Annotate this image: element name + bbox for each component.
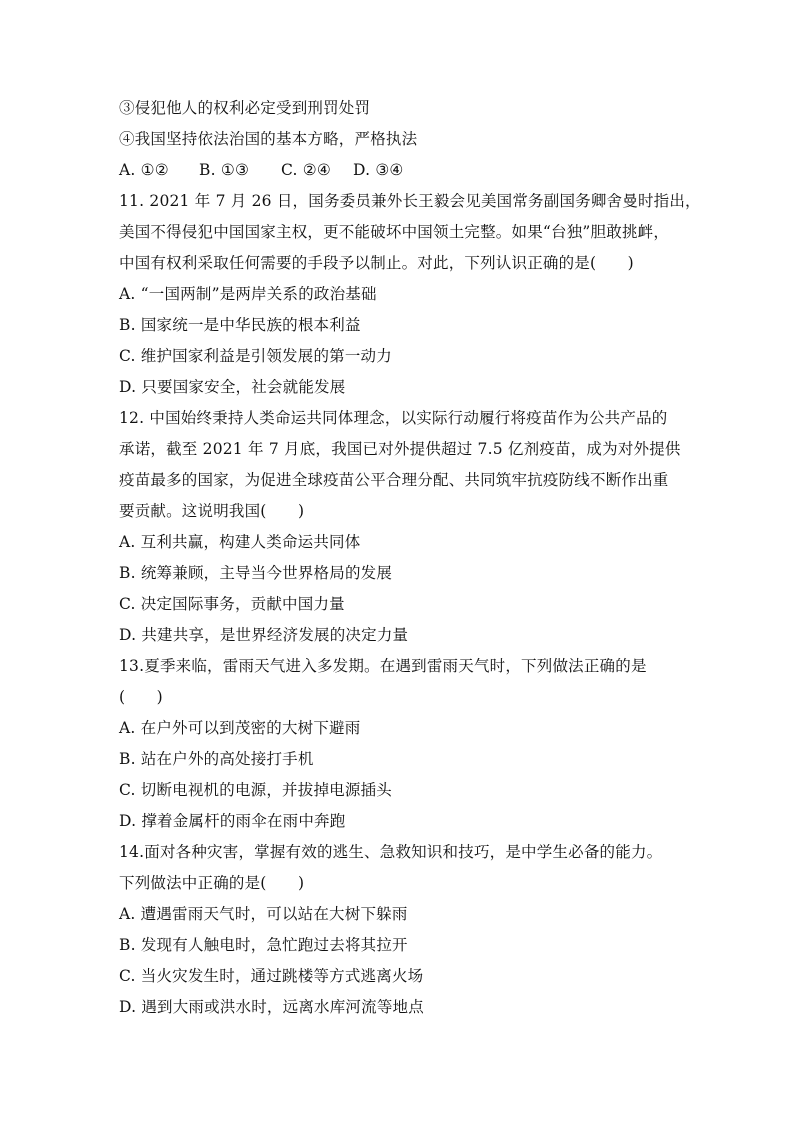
q10-item-3: ③侵犯他人的权利必定受到刑罚处罚 <box>119 99 371 117</box>
q12-option-d: D. 共建共享，是世界经济发展的决定力量 <box>119 626 409 644</box>
q13-option-c: C. 切断电视机的电源，并拔掉电源插头 <box>119 781 392 799</box>
q12-stem-line-2: 承诺，截至 2021 年 7 月底，我国已对外提供超过 7.5 亿剂疫苗，成为对外提供 <box>119 440 681 458</box>
q11-option-b: B. 国家统一是中华民族的根本利益 <box>119 316 361 334</box>
q14-stem-line-2: 下列做法中正确的是( ) <box>119 874 305 892</box>
q12-option-b: B. 统筹兼顾，主导当今世界格局的发展 <box>119 564 393 582</box>
q10-option-d: D. ③④ <box>353 161 404 179</box>
q11-option-c: C. 维护国家利益是引领发展的第一动力 <box>119 347 392 365</box>
q10-option-c: C. ②④ <box>281 161 331 179</box>
q13-option-b: B. 站在户外的高处接打手机 <box>119 750 314 768</box>
q12-option-a: A. 互利共赢，构建人类命运共同体 <box>119 533 361 551</box>
q12-stem-line-3: 疫苗最多的国家，为促进全球疫苗公平合理分配、共同筑牢抗疫防线不断作出重 <box>119 471 669 489</box>
q10-option-a: A. ①② <box>119 161 169 179</box>
q11-option-a: A. “一国两制”是两岸关系的政治基础 <box>119 285 377 303</box>
q12-option-c: C. 决定国际事务，贡献中国力量 <box>119 595 345 613</box>
q14-stem-line-1: 14.面对各种灾害，掌握有效的逃生、急救知识和技巧，是中学生必备的能力。 <box>119 843 663 861</box>
q11-stem-line-2: 美国不得侵犯中国国家主权，更不能破坏中国领土完整。如果“台独”胆敢挑衅， <box>119 223 670 241</box>
q13-option-a: A. 在户外可以到茂密的大树下避雨 <box>119 719 361 737</box>
q12-stem-line-4: 要贡献。这说明我国( ) <box>119 502 305 520</box>
question-list <box>119 93 701 1023</box>
q14-option-c: C. 当火灾发生时，通过跳楼等方式逃离火场 <box>119 967 424 985</box>
q13-stem-line-2: ( ) <box>119 688 163 706</box>
q11-stem-line-3: 中国有权利采取任何需要的手段予以制止。对此，下列认识正确的是( ) <box>119 254 634 272</box>
q14-option-d: D. 遇到大雨或洪水时，远离水库河流等地点 <box>119 998 424 1016</box>
q12-stem-line-1: 12. 中国始终秉持人类命运共同体理念，以实际行动履行将疫苗作为公共产品的 <box>119 409 668 427</box>
q14-option-a: A. 遭遇雷雨天气时，可以站在大树下躲雨 <box>119 905 408 923</box>
q10-option-b: B. ①③ <box>199 161 250 179</box>
q11-option-d: D. 只要国家安全，社会就能发展 <box>119 378 346 396</box>
q10-item-4: ④我国坚持依法治国的基本方略，严格执法 <box>119 130 418 148</box>
q13-stem-line-1: 13.夏季来临，雷雨天气进入多发期。在遇到雷雨天气时，下列做法正确的是 <box>119 657 647 675</box>
q10-options <box>119 155 679 186</box>
q13-option-d: D. 撑着金属杆的雨伞在雨中奔跑 <box>119 812 346 830</box>
q14-option-b: B. 发现有人触电时，急忙跑过去将其拉开 <box>119 936 408 954</box>
q11-stem-line-1: 11. 2021 年 7 月 26 日，国务委员兼外长王毅会见美国常务副国务卿舍曼时指出， <box>119 192 701 210</box>
